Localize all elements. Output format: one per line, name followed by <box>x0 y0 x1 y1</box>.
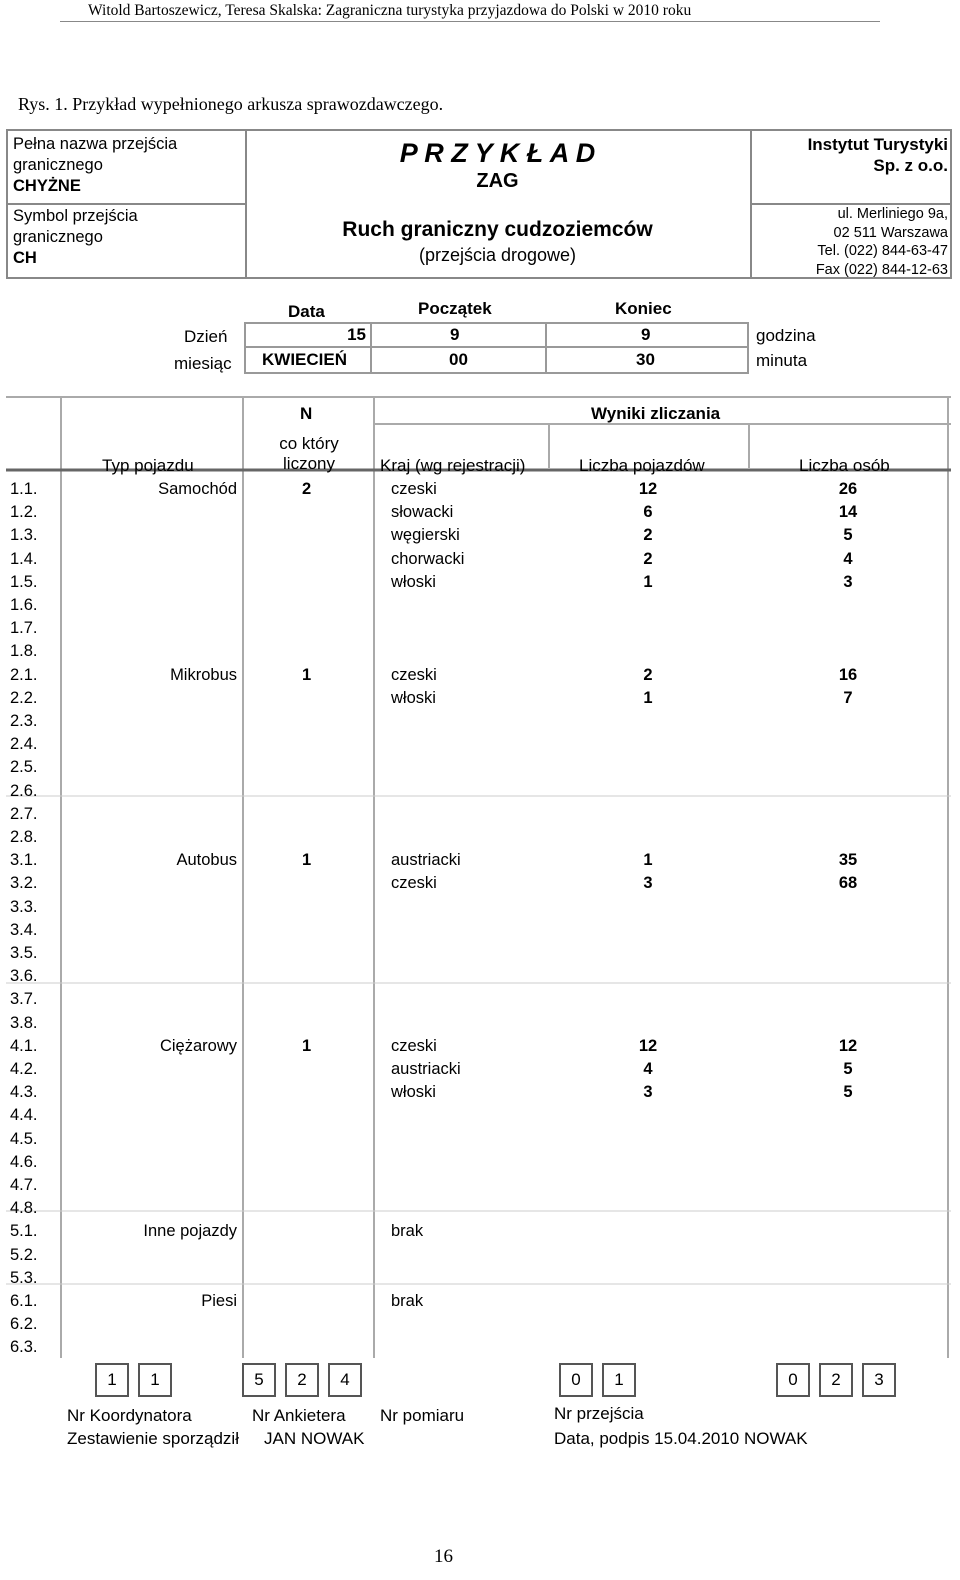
country: włoski <box>391 572 436 591</box>
surveyor-digit-box: 4 <box>328 1363 362 1397</box>
hour-unit: godzina <box>756 326 816 345</box>
vehicle-type: Ciężarowy <box>159 1036 237 1055</box>
person-count: 16 <box>838 665 858 684</box>
person-count: 5 <box>843 1083 853 1102</box>
row-number: 2.5. <box>10 758 38 777</box>
surveyor-label: Nr Ankietera <box>252 1406 346 1425</box>
row-number: 5.1. <box>10 1222 38 1241</box>
table-row <box>6 1336 951 1359</box>
table-row <box>6 1151 951 1174</box>
header-n: N <box>300 404 313 423</box>
form-subtitle: (przejścia drogowe) <box>418 245 577 265</box>
country: węgierski <box>391 526 460 545</box>
example-title: P R Z Y K Ł A D <box>399 138 596 168</box>
table-row <box>6 965 951 988</box>
person-count: 14 <box>838 503 858 522</box>
row-number: 3.8. <box>10 1013 38 1032</box>
table-row <box>6 896 951 919</box>
row-number: 2.1. <box>10 665 38 684</box>
vehicle-count: 12 <box>638 480 658 498</box>
end-minute: 30 <box>636 350 655 369</box>
vehicle-count: 2 <box>643 665 653 684</box>
running-header: Witold Bartoszewicz, Teresa Skalska: Zagraniczna turystyka przyjazdowa do Polski w 2010 roku <box>88 2 692 19</box>
row-number: 4.1. <box>10 1036 38 1055</box>
row-number: 3.3. <box>10 897 38 916</box>
measurement-label: Nr pomiaru <box>380 1406 465 1425</box>
country: brak <box>391 1222 424 1241</box>
country: włoski <box>391 688 436 707</box>
country: czeski <box>391 1036 437 1055</box>
row-number: 4.2. <box>10 1060 38 1078</box>
every-nth: 1 <box>302 851 312 870</box>
measurement-digit-box: 3 <box>862 1363 896 1397</box>
table-row <box>6 640 951 663</box>
row-number: 1.2. <box>10 503 38 522</box>
table-row <box>6 780 951 803</box>
row-number: 2.7. <box>10 804 38 823</box>
coordinator-digit-box: 1 <box>95 1363 129 1397</box>
vehicle-count: 6 <box>643 503 653 522</box>
page-number: 16 <box>434 1546 453 1567</box>
person-count: 3 <box>843 572 853 591</box>
institute-name: Instytut Turystyki <box>807 135 948 154</box>
crossing-digit-box: 1 <box>602 1363 636 1397</box>
person-count: 68 <box>838 874 858 893</box>
row-number: 3.7. <box>10 990 38 1009</box>
surveyor-digit-box: 5 <box>242 1363 276 1397</box>
row-number: 1.6. <box>10 596 38 614</box>
table-row <box>6 733 951 756</box>
row-number: 2.6. <box>10 781 38 800</box>
table-row <box>6 1290 951 1313</box>
prepared-by-name: JAN NOWAK <box>264 1429 365 1448</box>
vehicle-count: 12 <box>638 1036 658 1055</box>
table-row <box>6 1081 951 1104</box>
row-number: 4.8. <box>10 1199 38 1218</box>
crossing-name-value: CHYŻNE <box>13 177 81 195</box>
crossing-symbol-value: CH <box>13 249 37 267</box>
person-count: 5 <box>843 1060 853 1078</box>
every-nth: 2 <box>302 480 312 498</box>
row-number: 1.3. <box>10 526 38 545</box>
surveyor-digit-box: 2 <box>285 1363 319 1397</box>
figure-caption: Rys. 1. Przykład wypełnionego arkusza sprawozdawczego. <box>18 94 444 114</box>
person-count: 26 <box>838 480 858 498</box>
row-number: 2.3. <box>10 712 38 730</box>
table-row <box>6 687 951 710</box>
table-row <box>6 756 951 779</box>
table-row <box>6 594 951 617</box>
table-row <box>6 524 951 547</box>
row-number: 3.2. <box>10 874 38 893</box>
table-row <box>6 942 951 965</box>
minute-unit: minuta <box>756 351 808 370</box>
row-number: 6.3. <box>10 1338 38 1357</box>
row-number: 3.1. <box>10 851 38 870</box>
counting-table <box>6 396 951 1358</box>
table-row <box>6 803 951 826</box>
table-row <box>6 501 951 524</box>
person-count: 4 <box>843 549 853 568</box>
table-row <box>6 1012 951 1035</box>
crossing-name-label: Pełna nazwa przejścia granicznego CHYŻNE <box>13 135 178 195</box>
month-value: KWIECIEŃ <box>262 350 347 369</box>
vehicle-count: 3 <box>643 874 653 893</box>
row-number: 4.7. <box>10 1176 38 1194</box>
person-count: 35 <box>838 851 858 870</box>
day-label: Dzień <box>184 327 228 346</box>
form-code: ZAG <box>476 170 519 192</box>
table-row <box>6 1313 951 1336</box>
person-count: 12 <box>838 1036 858 1055</box>
row-number: 1.5. <box>10 572 38 591</box>
header-vehicle-type: Typ pojazdu <box>102 456 194 475</box>
institute-contact: ul. Merliniego 9a, 02 511 Warszawa Tel. (022) 844-63-47 Fax (022) 844-12-63 <box>815 206 948 278</box>
end-hour: 9 <box>641 325 651 344</box>
row-number: 4.5. <box>10 1129 38 1148</box>
country: czeski <box>391 874 437 893</box>
row-number: 1.8. <box>10 642 38 661</box>
country: austriacki <box>391 851 461 870</box>
table-row <box>6 1197 951 1220</box>
form-main-title: Ruch graniczny cudzoziemców <box>342 218 653 241</box>
table-row <box>6 1267 951 1290</box>
row-number: 3.4. <box>10 920 38 939</box>
table-row <box>6 571 951 594</box>
every-nth: 1 <box>302 665 312 684</box>
institute-company: Sp. z o.o. <box>873 156 948 175</box>
table-row <box>6 1244 951 1267</box>
country: chorwacki <box>391 549 465 568</box>
measurement-digit-box: 0 <box>776 1363 810 1397</box>
row-number: 1.1. <box>10 480 38 498</box>
country: włoski <box>391 1083 436 1102</box>
country: czeski <box>391 480 437 498</box>
end-header: Koniec <box>615 299 672 318</box>
month-label: miesiąc <box>174 354 232 373</box>
header-country: Kraj (wg rejestracji) <box>380 456 526 475</box>
vehicle-count: 2 <box>643 526 653 545</box>
header-vehicle-count: Liczba pojazdów <box>579 456 705 475</box>
date-signature: Data, podpis 15.04.2010 NOWAK <box>554 1429 808 1448</box>
day-value: 15 <box>347 325 366 344</box>
row-number: 1.7. <box>10 619 38 638</box>
crossing-digit-box: 0 <box>559 1363 593 1397</box>
table-row <box>6 1128 951 1151</box>
vehicle-count: 1 <box>643 688 653 707</box>
vehicle-count: 3 <box>643 1083 653 1102</box>
header-person-count: Liczba osób <box>799 456 890 475</box>
header-every-nth: co który liczony <box>279 434 339 473</box>
row-number: 6.1. <box>10 1292 38 1310</box>
row-number: 3.6. <box>10 967 38 986</box>
row-number: 5.3. <box>10 1268 38 1287</box>
measurement-digit-box: 2 <box>819 1363 853 1397</box>
vehicle-count: 4 <box>643 1060 653 1078</box>
row-number: 4.3. <box>10 1083 38 1102</box>
table-row <box>6 1058 951 1081</box>
form-header-table <box>6 129 952 279</box>
table-row <box>6 710 951 733</box>
row-number: 1.4. <box>10 549 38 568</box>
vehicle-type: Mikrobus <box>170 665 237 684</box>
country: brak <box>391 1292 424 1310</box>
every-nth: 1 <box>302 1036 312 1055</box>
vehicle-count: 2 <box>643 549 653 568</box>
start-minute: 00 <box>449 350 468 369</box>
vehicle-type: Samochód <box>158 480 237 498</box>
vehicle-type: Autobus <box>176 851 237 870</box>
row-number: 5.2. <box>10 1245 38 1264</box>
crossing-symbol-label: Symbol przejścia granicznego CH <box>13 207 138 267</box>
row-number: 4.6. <box>10 1152 38 1171</box>
row-number: 2.2. <box>10 688 38 707</box>
person-count: 5 <box>843 526 853 545</box>
row-number: 6.2. <box>10 1315 38 1334</box>
person-count: 7 <box>843 688 853 707</box>
table-row <box>6 872 951 895</box>
country: słowacki <box>391 503 454 522</box>
vehicle-type: Inne pojazdy <box>143 1222 237 1241</box>
row-number: 3.5. <box>10 944 38 962</box>
table-row <box>6 849 951 872</box>
table-row <box>6 826 951 849</box>
vehicle-count: 1 <box>643 572 653 591</box>
row-number: 2.8. <box>10 828 38 846</box>
header-results: Wyniki zliczania <box>591 404 721 423</box>
table-row <box>6 1174 951 1197</box>
header-rule <box>60 21 880 22</box>
table-row <box>6 548 951 571</box>
vehicle-count: 1 <box>643 851 653 870</box>
date-header: Data <box>288 302 325 321</box>
table-row <box>6 664 951 687</box>
country: czeski <box>391 665 437 684</box>
table-row <box>6 1104 951 1127</box>
table-row <box>6 919 951 942</box>
row-number: 2.4. <box>10 735 38 754</box>
table-row <box>6 478 951 501</box>
table-row <box>6 1220 951 1243</box>
row-number: 4.4. <box>10 1106 38 1125</box>
start-hour: 9 <box>450 325 460 344</box>
prepared-by-label: Zestawienie sporządził <box>67 1429 239 1448</box>
coordinator-digit-box: 1 <box>138 1363 172 1397</box>
start-header: Początek <box>418 299 492 318</box>
crossing-label: Nr przejścia <box>554 1404 644 1423</box>
country: austriacki <box>391 1060 461 1078</box>
table-row <box>6 617 951 640</box>
table-row <box>6 988 951 1011</box>
vehicle-type: Piesi <box>201 1292 237 1310</box>
coordinator-label: Nr Koordynatora <box>67 1406 192 1425</box>
table-row <box>6 1035 951 1058</box>
